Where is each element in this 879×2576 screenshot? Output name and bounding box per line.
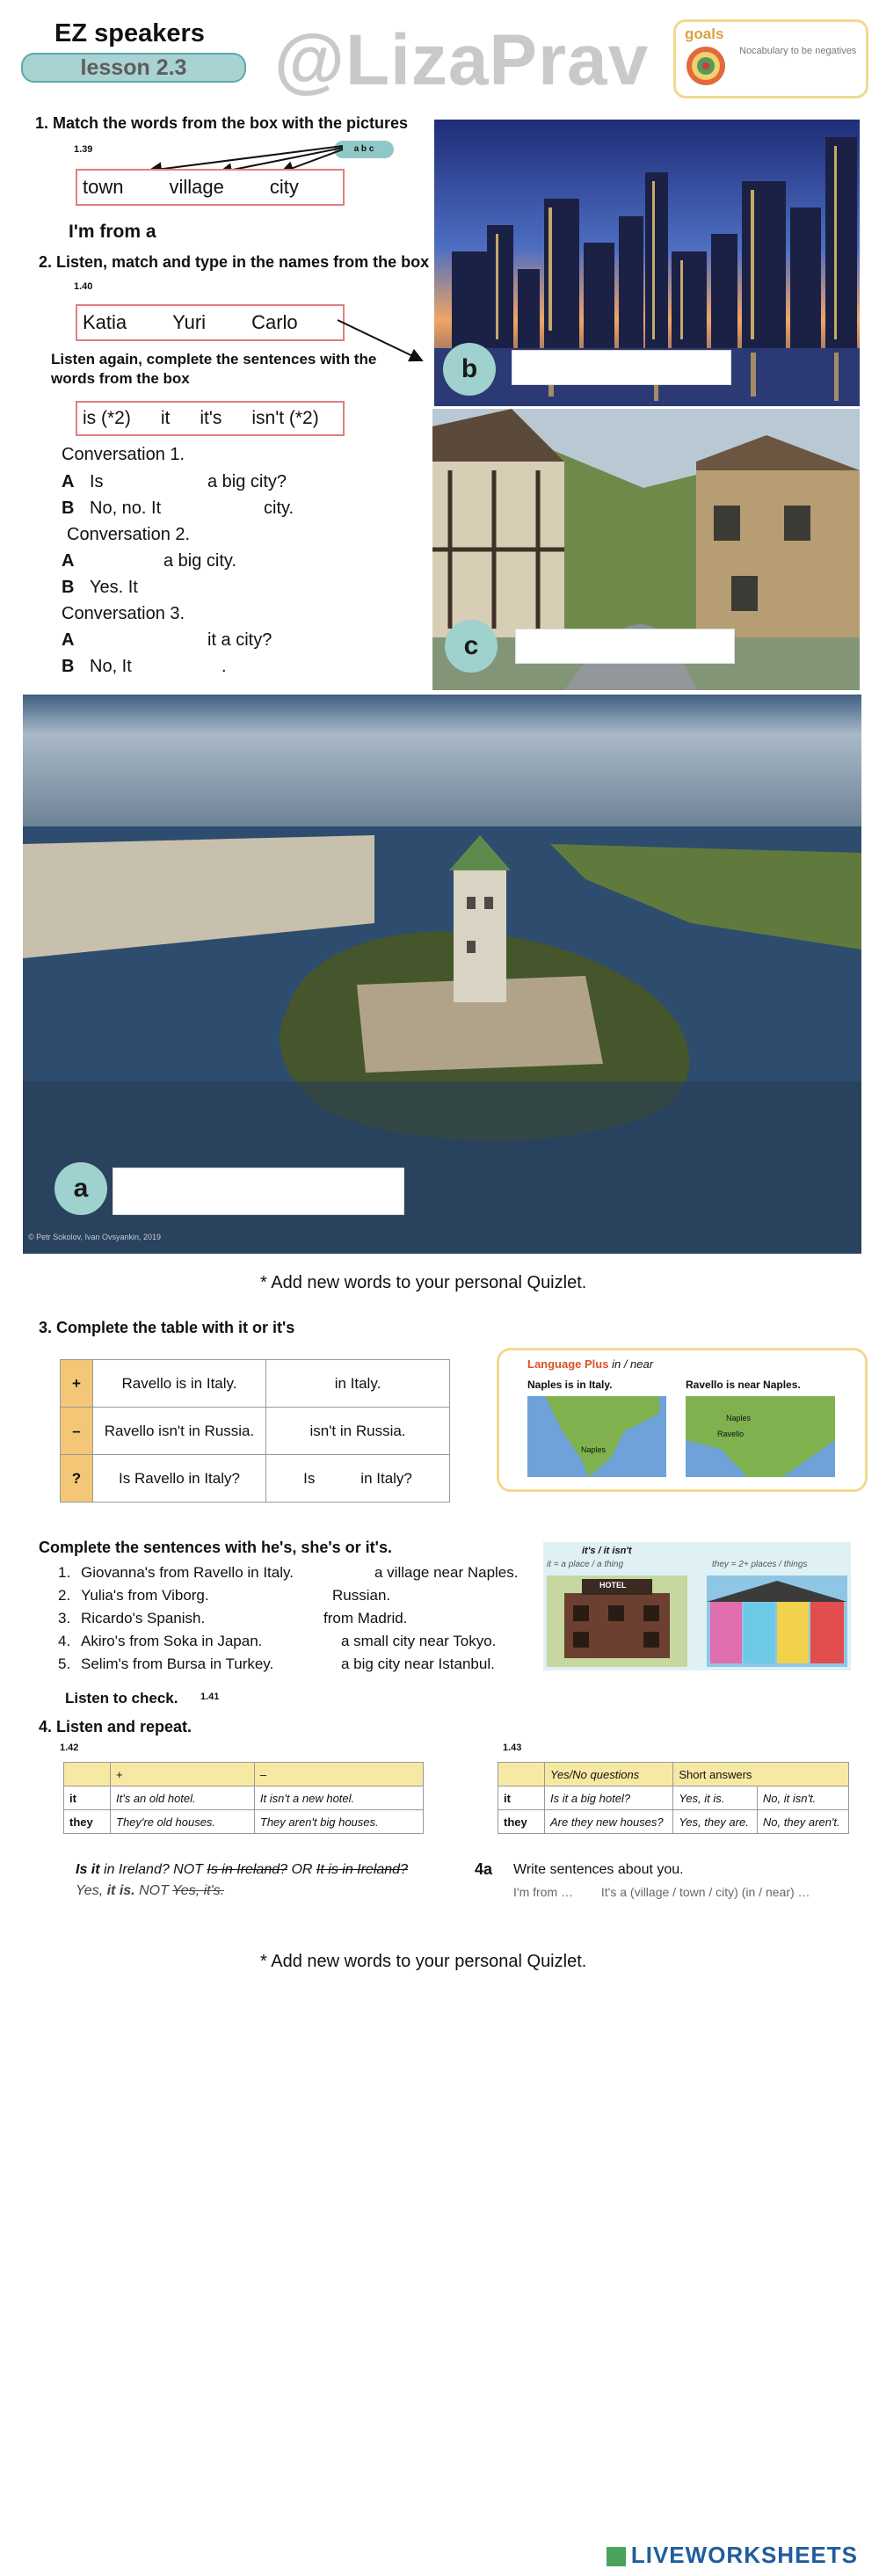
list-item: 1. Giovanna's from Ravello in Italy. a village near Naples. bbox=[58, 1564, 519, 1581]
ex4-heading: 4. Listen and repeat. bbox=[39, 1718, 193, 1736]
ex2-again-instruction: Listen again, complete the sentences with the words from the box bbox=[51, 351, 377, 387]
answer-field-a[interactable] bbox=[113, 1168, 404, 1215]
conv1-title: Conversation 1. bbox=[62, 445, 185, 464]
photo-city bbox=[434, 120, 860, 406]
conv1-a-text-end: a big city? bbox=[207, 472, 287, 491]
word-village: village bbox=[169, 176, 224, 198]
conv1-b-text: No, no. It bbox=[90, 498, 162, 518]
t1-row-it: it bbox=[64, 1786, 111, 1810]
conv3-b-text-end: . bbox=[222, 657, 227, 676]
conv3-b-speaker: B bbox=[62, 657, 75, 676]
gw-its: it's bbox=[200, 408, 222, 428]
map-label-naples-2: Naples bbox=[726, 1414, 752, 1423]
hotel-sign: HOTEL bbox=[599, 1581, 627, 1590]
map-label-naples: Naples bbox=[581, 1445, 607, 1454]
ex2-heading: 2. Listen, match and type in the names from the box bbox=[39, 253, 430, 271]
task-4a-instruction: Write sentences about you. bbox=[513, 1862, 684, 1877]
grammar-word-box bbox=[76, 401, 345, 436]
conv2-b-speaker: B bbox=[62, 578, 75, 597]
panel-title: it's / it isn't bbox=[582, 1546, 632, 1556]
worksheet-title: EZ speakers bbox=[54, 19, 205, 47]
word-box-places bbox=[76, 169, 345, 206]
conv3-b-text: No, It bbox=[90, 657, 132, 676]
row-plus-left: Ravello is in Italy. bbox=[93, 1360, 266, 1408]
panel-right-caption: they = 2+ places / things bbox=[712, 1560, 808, 1569]
photo-credit: © Petr Sokolov, Ivan Ovsyankin, 2019 bbox=[28, 1233, 162, 1241]
list-item: 4. Akiro's from Soka in Japan. a small city near Tokyo. bbox=[58, 1633, 497, 1649]
ex3-heading: 3. Complete the table with it or it's bbox=[39, 1319, 295, 1336]
word-town: town bbox=[83, 176, 124, 198]
its-it-isnt-panel bbox=[543, 1542, 851, 1670]
conv3-title: Conversation 3. bbox=[62, 604, 185, 623]
task-4a-number: 4a bbox=[475, 1860, 493, 1878]
ex1-track: 1.39 bbox=[74, 144, 93, 155]
row-question-right: Is in Italy? bbox=[266, 1455, 450, 1503]
author-watermark: @LizaPrav bbox=[274, 20, 650, 100]
t2-head-answers: Short answers bbox=[673, 1763, 849, 1786]
it-they-table: + – it It's an old hotel. It isn't a new hotel. they They're old houses. They aren't big houses. bbox=[63, 1762, 424, 1834]
task-4a-example: I'm from … It's a (village / town / city) (in / near) … bbox=[513, 1885, 810, 1899]
list-item: 5. Selim's from Bursa in Turkey. a big city near Istanbul. bbox=[58, 1655, 495, 1672]
conv2-b-text: Yes. It bbox=[90, 578, 138, 597]
row-plus-symbol: + bbox=[61, 1360, 93, 1408]
questions-answers-table: Yes/No questions Short answers it Is it a big hotel? Yes, it is. No, it isn't. they Are they new houses? Yes, they are. No, they aren't. bbox=[498, 1762, 849, 1834]
map-label-ravello: Ravello bbox=[717, 1430, 745, 1438]
language-plus-left-caption: Naples is in Italy. bbox=[527, 1379, 613, 1391]
photo-town bbox=[23, 695, 861, 1254]
name-yuri: Yuri bbox=[172, 311, 207, 333]
row-minus-left: Ravello isn't in Russia. bbox=[93, 1408, 266, 1455]
listen-check: Listen to check. bbox=[65, 1690, 178, 1706]
answer-field-c[interactable] bbox=[515, 629, 735, 664]
t1-head-plus: + bbox=[111, 1763, 255, 1786]
grammar-note-2: Yes, it is. NOT Yes, it's. bbox=[76, 1883, 225, 1898]
target-icon bbox=[685, 45, 727, 87]
name-carlo: Carlo bbox=[251, 311, 298, 333]
ex2-track: 1.40 bbox=[74, 281, 93, 292]
label-b: b bbox=[443, 343, 496, 396]
name-box bbox=[76, 304, 345, 341]
liveworksheets-logo: LIVEWORKSHEETS bbox=[607, 2542, 858, 2569]
hes-shes-heading: Complete the sentences with he's, she's or it's. bbox=[39, 1539, 392, 1556]
conv3-a-speaker: A bbox=[62, 630, 75, 650]
language-plus-box bbox=[497, 1348, 868, 1492]
row-question-symbol: ? bbox=[61, 1455, 93, 1503]
im-from-prompt: I'm from a bbox=[69, 222, 156, 242]
quizlet-note-1: * Add new words to your personal Quizlet. bbox=[260, 1273, 587, 1292]
conv2-title: Conversation 2. bbox=[67, 525, 191, 544]
lesson-badge: lesson 2.3 bbox=[21, 53, 246, 83]
row-minus-symbol: – bbox=[61, 1408, 93, 1455]
houses-image bbox=[707, 1575, 847, 1667]
ex4-track-1: 1.42 bbox=[60, 1743, 79, 1753]
quizlet-note-2: * Add new words to your personal Quizlet. bbox=[260, 1952, 587, 1971]
panel-left-caption: it = a place / a thing bbox=[547, 1560, 624, 1569]
goals-title: goals bbox=[685, 25, 724, 42]
language-plus-title: Language Plus bbox=[527, 1357, 609, 1371]
abc-tag: a b c bbox=[334, 141, 394, 158]
conv3-a-text-end: it a city? bbox=[207, 630, 272, 650]
gw-isnt: isn't (*2) bbox=[251, 408, 319, 428]
language-plus-right-caption: Ravello is near Naples. bbox=[686, 1379, 801, 1391]
row-question-left: Is Ravello in Italy? bbox=[93, 1455, 266, 1503]
it-its-table bbox=[60, 1359, 450, 1503]
t1-head-minus: – bbox=[254, 1763, 423, 1786]
label-a: a bbox=[54, 1162, 107, 1215]
list-item: 3. Ricardo's Spanish. from Madrid. bbox=[58, 1610, 408, 1626]
language-plus-subtitle: in / near bbox=[612, 1357, 654, 1371]
photo-village bbox=[432, 409, 860, 690]
goals-box bbox=[673, 19, 868, 98]
word-city: city bbox=[269, 176, 299, 198]
name-katia: Katia bbox=[83, 311, 127, 333]
naples-map-image bbox=[686, 1396, 835, 1477]
label-c: c bbox=[445, 620, 498, 673]
hes-shes-list bbox=[58, 1561, 518, 1676]
gw-it: it bbox=[160, 408, 171, 428]
answer-field-b[interactable] bbox=[512, 350, 731, 385]
t2-head-questions: Yes/No questions bbox=[545, 1763, 673, 1786]
conv2-a-text-end: a big city. bbox=[163, 551, 236, 571]
conv1-b-speaker: B bbox=[62, 498, 75, 518]
ex4-track-2: 1.43 bbox=[503, 1743, 522, 1753]
goals-description: Nocabulary to be negatives bbox=[739, 46, 857, 56]
logo-icon bbox=[607, 2547, 626, 2566]
italy-map-image bbox=[527, 1396, 666, 1477]
grammar-note-1: Is it in Ireland? NOT Is in Ireland? OR It is in Ireland? bbox=[76, 1862, 408, 1877]
row-minus-right: isn't in Russia. bbox=[266, 1408, 450, 1455]
t1-row-they: they bbox=[64, 1810, 111, 1834]
gw-is: is (*2) bbox=[83, 408, 131, 428]
ex1-heading: 1. Match the words from the box with the pictures bbox=[35, 114, 409, 132]
list-item: 2. Yulia's from Viborg. Russian. bbox=[58, 1587, 391, 1604]
conv1-a-text: Is bbox=[90, 472, 104, 491]
listen-check-track: 1.41 bbox=[200, 1692, 220, 1702]
language-plus-header bbox=[527, 1357, 653, 1371]
conv1-a-speaker: A bbox=[62, 472, 75, 491]
row-plus-right: in Italy. bbox=[266, 1360, 450, 1408]
conv1-b-text-end: city. bbox=[264, 498, 294, 518]
conv2-a-speaker: A bbox=[62, 551, 75, 571]
